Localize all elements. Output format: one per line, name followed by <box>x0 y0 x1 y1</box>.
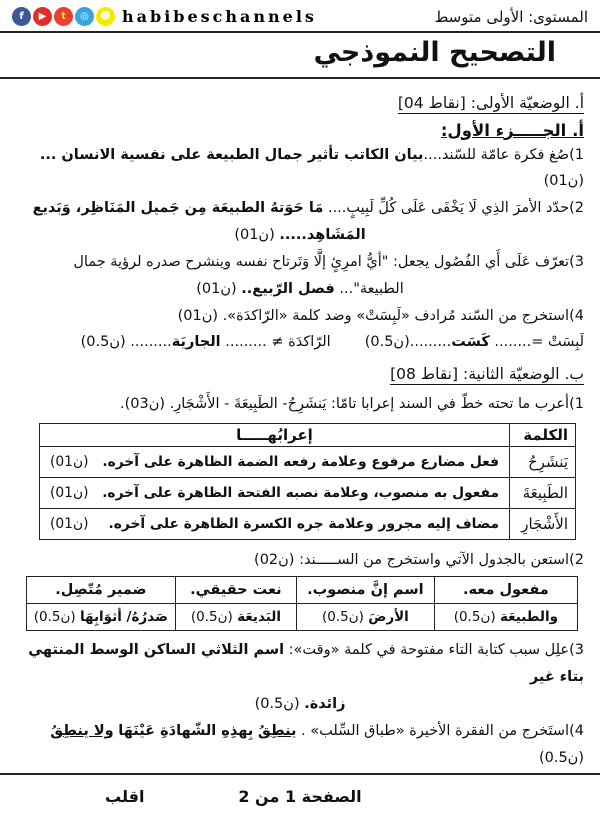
extraction-points-4: (0.5ن) <box>33 609 76 626</box>
question-4-number: 4) <box>569 307 584 324</box>
s2-question-2-text: استعن بالجدول الآتي واستخرج من الســـــند: <box>299 551 570 568</box>
situation1-prefix: أ. <box>574 94 584 112</box>
instagram-icon: ◎ <box>75 7 94 26</box>
question-1-answer: بيان الكاتب تأثير جمال الطبيعة على نفسية الانسان ... <box>39 146 424 163</box>
s2-question-4-points: (0.5ن) <box>538 749 584 766</box>
extraction-answer-3: البَديعَة <box>237 609 281 626</box>
turn-page-label: اقلب <box>105 787 145 806</box>
antonym-points: (0.5ن) <box>80 334 126 351</box>
irab-answer-3: مضاف إليه مجرور وعلامة جره الكسرة الظاهرة على آخره. <box>108 515 499 532</box>
s2-question-3-text: علِل سبب كتابة التاء مفتوحة في كلمة «وقت»: <box>288 642 570 659</box>
question-3-text-line2: الطبيعة"... <box>339 280 404 297</box>
page-footer <box>0 773 600 829</box>
level-label: المستوى: الأولى متوسط <box>434 7 588 26</box>
snapchat-icon: ☻ <box>96 7 115 26</box>
extraction-answer-2: الأرضَ <box>368 609 409 626</box>
question-1 <box>16 142 584 196</box>
situation1-points: [04 نقاط] <box>397 94 466 112</box>
part1-heading: أ. الجـــــزء الأول: <box>440 120 584 140</box>
situation2-question-3 <box>16 637 584 691</box>
synonym-answer: كَسَت <box>451 334 490 351</box>
page-header <box>0 0 600 33</box>
s2-question-4-number: 4) <box>569 722 584 739</box>
synonym-points: (0.5ن) <box>364 334 410 351</box>
title-row <box>0 33 600 79</box>
irab-answer-2: مفعول به منصوب، وعلامة نصبه الفتحة الظاهرة على آخره. <box>102 484 499 501</box>
page-title: التصحيح النموذجي <box>313 37 556 68</box>
irab-word-2: الطَبِيعَةَ <box>510 477 576 508</box>
s2-question-4-answer-part3: ولا ينطِقُ <box>50 722 114 739</box>
question-1-text: صُغ فكرة عامّة للسّند.... <box>423 146 570 163</box>
question-3-text-line1: تعرّف عَلَى أَي الفُصُول يجعل: "أيُّ امرِئٍ إلَّا وَتَرتاح نفسه وينشرح صدره لرؤية جمال <box>73 253 570 270</box>
question-4-text: استخرج من السّند مُرادف «لَبِسَتْ» وضد كلمة «الرّاكدَة». <box>222 307 570 324</box>
question-4-points: (01ن) <box>177 307 219 324</box>
question-3 <box>16 249 584 276</box>
question-2 <box>16 195 584 222</box>
brand-name: habibeschannels <box>122 7 317 26</box>
question-2-answer-line2: المَشَاهِد..... <box>279 227 366 244</box>
extraction-header-4: ضمير مُتّصِل. <box>27 577 176 604</box>
s2-question-1-suffix: . <box>120 395 125 412</box>
s2-question-3-answer-line1: اسم الثلاثي الساكن الوسط المنتهي بتاء غير <box>28 642 584 686</box>
irab-table-irab-header: إعرابُهـــــا <box>40 423 510 446</box>
situation2-heading <box>16 360 584 389</box>
extraction-header-3: نعت حقيقي. <box>175 577 296 604</box>
question-2-text: حدّد الأمرَ الذِي لَا يَخْفَى عَلَى كُلِّ لَبِيبٍ.... <box>327 200 570 217</box>
content <box>0 79 600 773</box>
irab-points-2: (01ن) <box>50 484 89 501</box>
question-2-answer-line1: مَا حَوَتهُ الطبيعَة مِن جَميل المَنَاظِر، وَبَديع <box>32 200 324 217</box>
extraction-answer-1: والطبيعَة <box>499 609 559 626</box>
brand <box>12 7 317 26</box>
irab-table-word-header: الكلمة <box>510 423 576 446</box>
social-icons <box>12 7 115 26</box>
extraction-header-1: مفعول معه. <box>434 577 577 604</box>
situation2-question-4 <box>16 718 584 772</box>
twitter-icon: t <box>54 7 73 26</box>
question-2-continuation <box>16 222 584 249</box>
s2-question-2-points: (02ن) <box>254 551 295 568</box>
table-row <box>40 477 576 508</box>
antonym-label: الرّاكدَة ≠ ......... <box>225 334 331 351</box>
table-row <box>40 508 576 539</box>
situation2-question-1 <box>16 391 584 418</box>
irab-answer-1: فعل مضارع مرفوع وعلامة رفعه الضمة الظاهرة على آخره. <box>102 453 499 470</box>
situation2-question-2 <box>16 547 584 574</box>
extraction-points-1: (0.5ن) <box>453 609 496 626</box>
situation2-question-3-continuation <box>16 691 584 718</box>
extraction-header-2: اسم إنَّ منصوب. <box>297 577 435 604</box>
extraction-points-2: (0.5ن) <box>321 609 364 626</box>
question-4 <box>16 303 584 330</box>
situation2-prefix: ب. <box>564 365 584 384</box>
question-3-answer: فصل الرّبيع.. <box>241 280 335 297</box>
s2-question-1-number: 1) <box>569 395 584 412</box>
synonym-dots: ......... <box>409 334 452 351</box>
irab-word-1: يَنشَرِحُ <box>510 446 576 477</box>
question-1-number: 1) <box>569 146 584 163</box>
s2-question-3-number: 3) <box>569 642 584 659</box>
s2-question-4-answer-part1: ينطِقُ <box>257 722 297 739</box>
antonym-answer: الجاريَة <box>171 334 221 351</box>
s2-question-4-answer-part2: بِهذِهِ الشّهادَةِ عَيْنَهَا <box>118 722 254 739</box>
youtube-icon: ▶ <box>33 7 52 26</box>
question-3-points: (01ن) <box>196 280 237 297</box>
situation1-label: الوضعيّة الأولى: <box>470 94 570 112</box>
question-3-continuation <box>16 276 584 303</box>
irab-points-1: (01ن) <box>50 453 89 470</box>
irab-word-3: الأَشْجَارِ <box>510 508 576 539</box>
extraction-table <box>26 576 578 631</box>
page-number-label: الصفحة 1 من 2 <box>238 787 362 806</box>
table-row <box>27 604 578 631</box>
s2-question-4-text: استَخرج من الفقرة الأخيرة «طباق السِّلب» . <box>301 722 570 739</box>
s2-question-1-points: (03ن) <box>124 395 166 412</box>
s2-question-3-points: (0.5ن) <box>254 696 300 713</box>
irab-points-3: (01ن) <box>50 515 89 532</box>
irab-table <box>39 423 576 540</box>
question-1-points: (01ن) <box>543 173 584 190</box>
situation2-points: [08 نقاط] <box>390 365 459 384</box>
situation1-heading <box>16 89 584 118</box>
extraction-table-header-row <box>27 577 578 604</box>
table-row <box>40 446 576 477</box>
s2-question-1-text: أعرب ما تحته خطّ في السند إعرابا تامّا: يَنشَرِحُ- الطَبِيعَةَ - الأَشْجَارِ. <box>169 395 570 412</box>
situation2-label: الوضعيّة الثانية: <box>462 365 560 384</box>
extraction-answer-4: صَدرُهُ/ أثوَابِهَا <box>79 609 169 626</box>
facebook-icon: f <box>12 7 31 26</box>
s2-question-2-number: 2) <box>569 551 584 568</box>
irab-table-header-row <box>40 423 576 446</box>
question-4-answers <box>16 329 584 356</box>
antonym-dots: ......... <box>130 334 172 351</box>
synonym-label: لَبِسَتْ =........ <box>494 334 584 351</box>
s2-question-3-answer-line2: زائدة. <box>304 696 346 713</box>
question-2-number: 2) <box>569 200 584 217</box>
question-3-number: 3) <box>569 253 584 270</box>
question-2-points: (01ن) <box>234 227 275 244</box>
extraction-points-3: (0.5ن) <box>190 609 233 626</box>
